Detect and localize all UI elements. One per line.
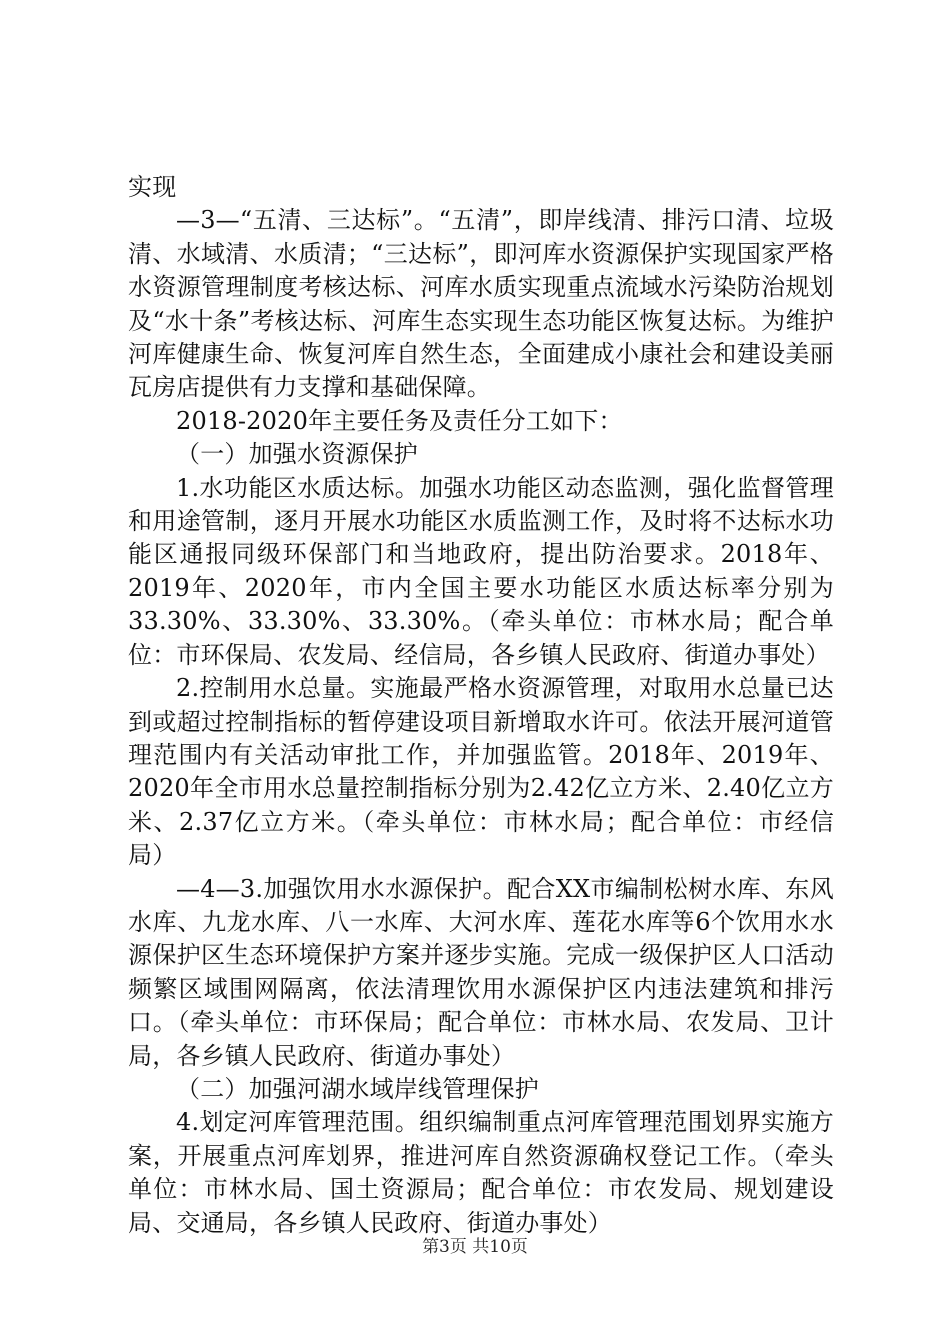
paragraph-item-3: —4—3.加强饮用水水源保护。配合XX市编制松树水库、东风水库、九龙水库、八一水库、大河水库、莲花水库等6个饮用水水源保护区生态环境保护方案并逐步实施。完成一级保护区人口活动频繁区域围网隔离，依法清理饮用水源保护区内违法建筑和排污口。（牵头单位：市环保局；配合单位：市林水局、农发局、卫计局，各乡镇人民政府、街道办事处）: [128, 874, 834, 1070]
paragraph-item-1: 1.水功能区水质达标。加强水功能区动态监测，强化监督管理和用途管制，逐月开展水功能区水质监测工作，及时将不达标水功能区通报同级环保部门和当地政府，提出防治要求。2018年、2019年、2020年，市内全国主要水功能区水质达标率分别为33.30%、33.30%、33.30%。（牵头单位：市林水局；配合单位：市环保局、农发局、经信局，各乡镇人民政府、街道办事处）: [128, 473, 834, 669]
document-body: [128, 171, 834, 1240]
paragraph-item-2: 2.控制用水总量。实施最严格水资源管理，对取用水总量已达到或超过控制指标的暂停建设项目新增取水许可。依法开展河道管理范围内有关活动审批工作，并加强监管。2018年、2019年、2020年全市用水总量控制指标分别为2.42亿立方米、2.40亿立方米、2.37亿立方米。（牵头单位：市林水局；配合单位：市经信局）: [128, 674, 834, 870]
paragraph-tasks-intro: 2018-2020年主要任务及责任分工如下：: [176, 406, 623, 435]
paragraph-wuqing-sandabiao: —3—“五清、三达标”。“五清”，即岸线清、排污口清、垃圾清、水域清、水质清；“三达标”，即河库水资源保护实现国家严格水资源管理制度考核达标、河库水质实现重点流域水污染防治规划及“水十条”考核达标、河库生态实现生态功能区恢复达标。为维护河库健康生命、恢复河库自然生态，全面建成小康社会和建设美丽瓦房店提供有力支撑和基础保障。: [128, 206, 834, 402]
page-number-footer: 第3页 共10页: [422, 1237, 528, 1257]
paragraph-continuation: 实现: [128, 173, 177, 201]
section-heading-shoreline: （二）加强河湖水域岸线管理保护: [176, 1074, 539, 1103]
section-heading-water-resources: （一）加强水资源保护: [176, 440, 418, 469]
paragraph-item-4: 4.划定河库管理范围。组织编制重点河库管理范围划界实施方案，开展重点河库划界，推进河库自然资源确权登记工作。（牵头单位：市林水局、国土资源局；配合单位：市农发局、规划建设局、交通局，各乡镇人民政府、街道办事处）: [128, 1108, 834, 1237]
